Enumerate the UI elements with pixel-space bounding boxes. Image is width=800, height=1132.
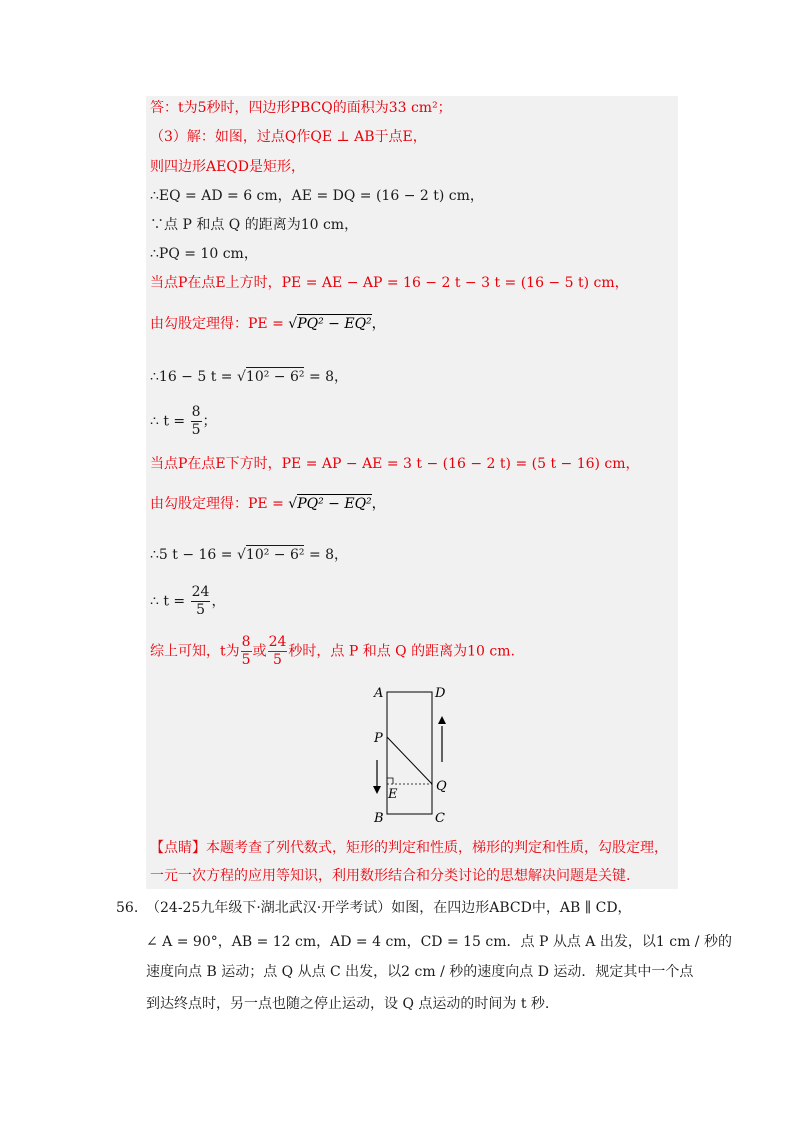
calc1-prefix: ∴16 − 5 t = <box>150 369 233 385</box>
conclusion-a: 综上可知，t为 <box>150 643 240 660</box>
calc2-prefix: ∴5 t − 16 = <box>150 547 233 563</box>
segment-pq <box>387 737 432 784</box>
label-e: E <box>388 787 398 802</box>
calc1-end: = 8， <box>308 369 349 385</box>
pythagoras2-line <box>150 494 386 514</box>
pythagoras2-prefix: 由勾股定理得：PE = <box>150 496 284 512</box>
fraction1-numerator: 8 <box>241 634 251 650</box>
t1-denominator: 5 <box>191 422 201 438</box>
pythagoras1-prefix: 由勾股定理得：PE = <box>150 316 284 332</box>
right-angle-mark <box>387 778 393 784</box>
conclusion-b: 或 <box>252 643 267 660</box>
case1-line: 当点P在点E上方时，PE = AE − AP = 16 − 2 t − 3 t = (16 − 5 t) cm， <box>150 275 629 291</box>
calc2-end: = 8， <box>308 547 349 563</box>
conclusion-line <box>150 634 515 669</box>
t2-end: ， <box>211 593 226 610</box>
label-c: C <box>435 811 445 826</box>
rectangle-line: 则四边形AEQD是矩形， <box>150 159 306 175</box>
label-a: A <box>374 686 384 701</box>
fraction1-denominator: 5 <box>241 652 251 668</box>
t1-end: ； <box>202 413 217 430</box>
t2-fraction <box>191 584 211 619</box>
t1-prefix: ∴ t = <box>150 413 186 430</box>
arrow-down-head <box>373 786 381 794</box>
pythagoras2-end: ， <box>371 496 386 512</box>
pythagoras1-end: ， <box>371 316 386 332</box>
eq-line: ∴EQ = AD = 6 cm，AE = DQ = (16 − 2 t) cm， <box>150 188 484 204</box>
geometry-figure <box>360 680 470 830</box>
distance-line: ∵点 P 和点 Q 的距离为10 cm， <box>150 217 359 233</box>
fraction2-denominator: 5 <box>273 652 282 668</box>
radical-sign: √ <box>236 547 246 563</box>
question-line-4: 到达终点时，另一点也随之停止运动，设 Q 点运动的时间为 t 秒. <box>146 996 550 1012</box>
conclusion-fraction-1 <box>241 634 252 669</box>
radical-sign: √ <box>288 496 298 512</box>
question-line-3: 速度向点 B 运动；点 Q 从点 C 出发，以2 cm / 秒的速度向点 D 运动．规定其中一个点 <box>146 964 694 980</box>
question-line-1: （24-25九年级下·湖北武汉·开学考试）如图，在四边形ABCD中，AB ∥ CD， <box>146 900 632 916</box>
answer-line: 答：t为5秒时，四边形PBCQ的面积为33 cm²； <box>150 100 452 116</box>
case2-line: 当点P在点E下方时，PE = AP − AE = 3 t − (16 − 2 t) = (5 t − 16) cm， <box>150 456 640 472</box>
pythagoras2-radicand: PQ² − EQ² <box>297 496 372 512</box>
calc2-line <box>150 545 348 565</box>
conclusion-c: 秒时，点 P 和点 Q 的距离为10 cm. <box>288 643 515 660</box>
conclusion-fraction-2 <box>268 634 288 669</box>
t2-numerator: 24 <box>191 584 210 600</box>
t2-prefix: ∴ t = <box>150 593 186 610</box>
question-line-2: ∠ A = 90°，AB = 12 cm，AD = 4 cm，CD = 15 cm．点 P 从点 A 出发，以1 cm / 秒的 <box>146 934 732 950</box>
pythagoras1-radicand: PQ² − EQ² <box>297 316 372 332</box>
arrow-up-head <box>438 716 446 724</box>
label-d: D <box>435 686 446 701</box>
label-b: B <box>374 811 384 826</box>
calc1-radicand: 10² − 6² <box>245 369 305 385</box>
part3-line: （3）解：如图，过点Q作QE ⊥ AB于点E， <box>150 129 427 145</box>
pythagoras1-line <box>150 314 386 334</box>
radical-sign: √ <box>288 316 298 332</box>
question-number: 56. <box>116 900 139 916</box>
t2-line <box>150 584 225 619</box>
t1-numerator: 8 <box>191 404 201 420</box>
label-p: P <box>374 731 383 746</box>
calc2-radicand: 10² − 6² <box>245 547 305 563</box>
comment-line-1: 【点睛】本题考查了列代数式，矩形的判定和性质，梯形的判定和性质，勾股定理， <box>150 840 668 856</box>
pq-line: ∴PQ = 10 cm， <box>150 246 258 262</box>
t1-line <box>150 404 217 439</box>
t1-fraction <box>191 404 202 439</box>
radical-sign: √ <box>236 369 246 385</box>
calc1-line <box>150 367 348 387</box>
fraction2-numerator: 24 <box>268 634 287 650</box>
label-q: Q <box>436 779 447 794</box>
comment-line-2: 一元一次方程的应用等知识，利用数形结合和分类讨论的思想解决问题是关键. <box>150 868 631 884</box>
t2-denominator: 5 <box>196 602 205 618</box>
